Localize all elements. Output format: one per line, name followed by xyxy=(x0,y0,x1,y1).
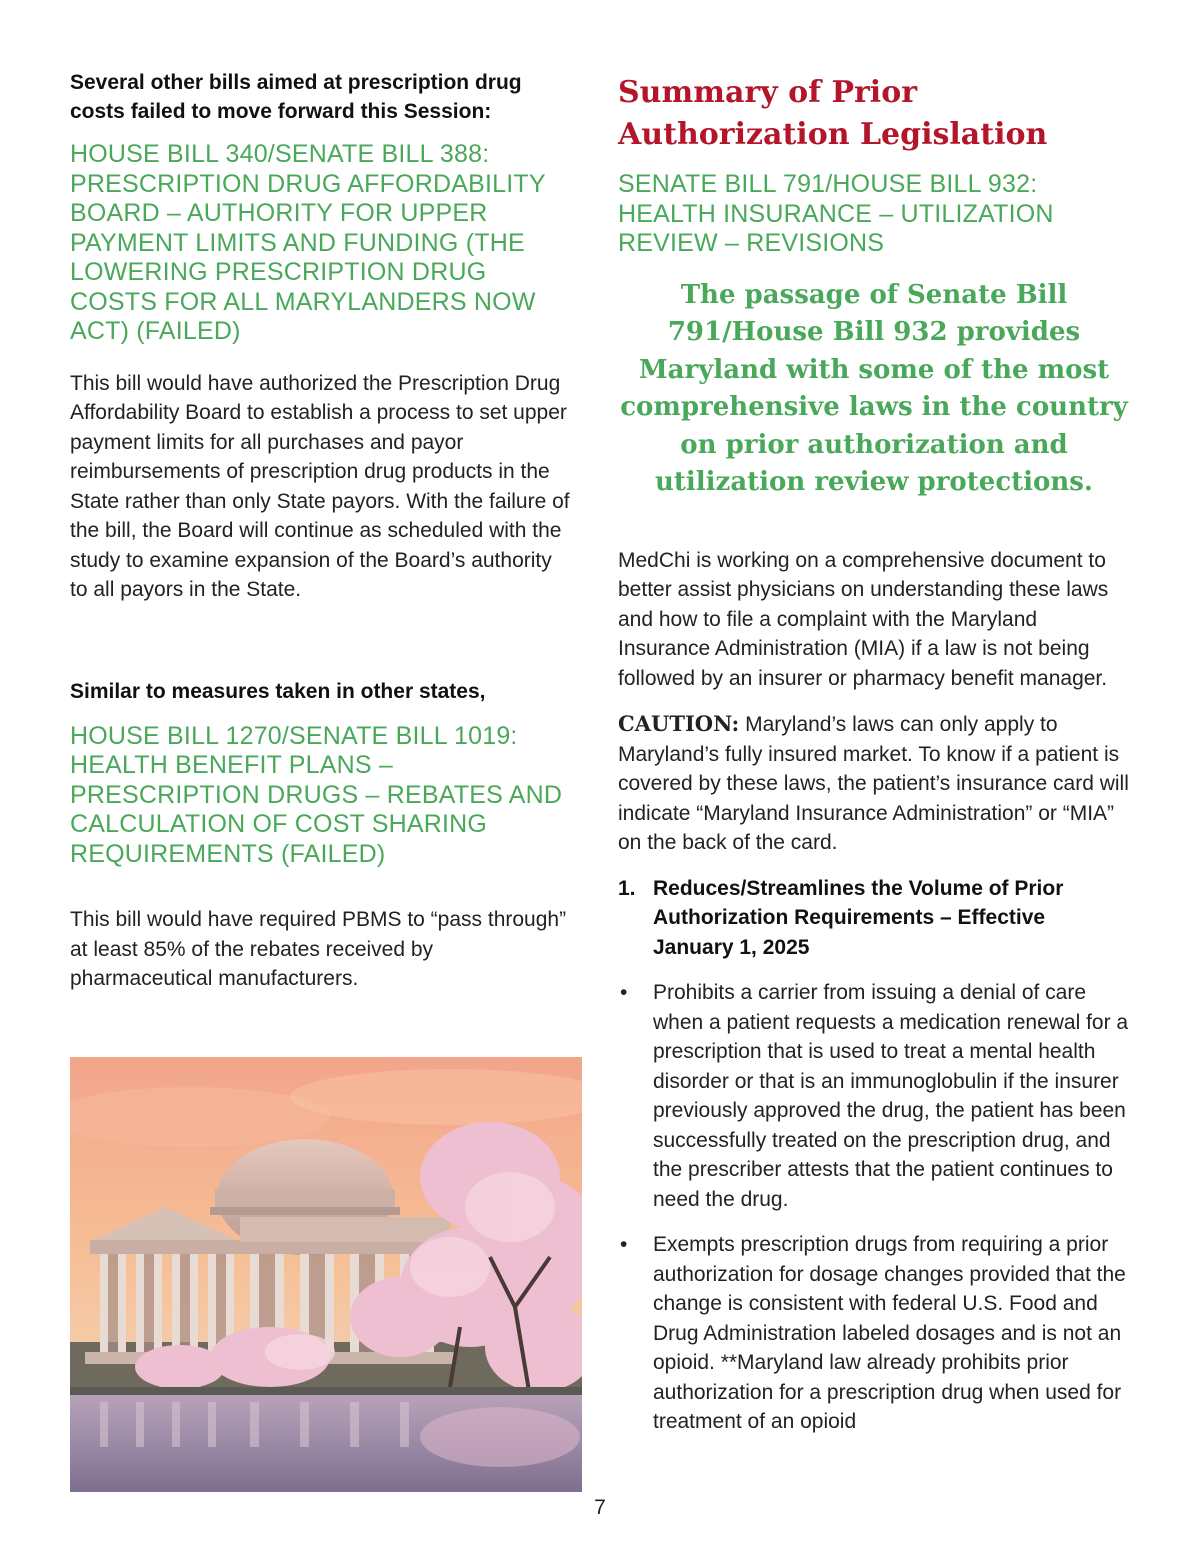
numbered-item-1 xyxy=(618,874,1130,963)
bill-340-description: This bill would have authorized the Prescription Drug Affordability Board to establish a process to set upper payment limits for all purchases and payor reimbursements of prescription drug products in the State rather than only State payors. With the failure of the bill, the Board will continue as scheduled with the study to examine expansion of the Board’s authority to all payors in the State. xyxy=(70,371,570,601)
similar-measures-intro: Similar to measures taken in other states, xyxy=(70,679,486,703)
item-heading: Reduces/Streamlines the Volume of Prior Authorization Requirements – Effective January 1, 2025 xyxy=(653,876,1064,959)
medchi-paragraph: MedChi is working on a comprehensive document to better assist physicians on understanding these laws and how to file a complaint with the Maryland Insurance Administration (MIA) if a law is not being followed by an insurer or pharmacy benefit manager. xyxy=(618,548,1109,690)
caution-label: CAUTION: xyxy=(618,711,740,736)
caution-text: Maryland’s laws can only apply to Maryland’s fully insured market. To know if a patient is covered by these laws, the patient’s insurance card will indicate “Maryland Insurance Administration” or “MIA” on the back of the card. xyxy=(618,713,1129,854)
bill-791-heading: SENATE BILL 791/HOUSE BILL 932: HEALTH INSURANCE – UTILIZATION REVIEW – REVISIONS xyxy=(618,170,1054,257)
list-item xyxy=(618,1230,1130,1437)
right-column xyxy=(618,72,1130,1437)
bill-1270-heading: HOUSE BILL 1270/SENATE BILL 1019: HEALTH BENEFIT PLANS – PRESCRIPTION DRUGS – REBATES AND CALCULATION OF COST SHARING REQUIREMENTS (FAILED) xyxy=(70,721,563,868)
bill-1270-description: This bill would have required PBMS to “pass through” at least 85% of the rebates received by pharmaceutical manufacturers. xyxy=(70,908,567,990)
caution-paragraph xyxy=(618,709,1130,858)
bullet-text: Prohibits a carrier from issuing a denial of care when a patient requests a medication renewal for a prescription that is used to treat a mental health disorder or that is an immunoglobulin if the insurer previously approved the drug, the patient has been successfully treated on the prescription drug, and the prescriber attests that the patient continues to need the drug. xyxy=(653,981,1129,1211)
left-column xyxy=(70,68,570,994)
list-item xyxy=(618,978,1130,1214)
pull-quote: The passage of Senate Bill 791/House Bill 932 provides Maryland with some of the most comprehensive laws in the country on prior authorization and utilization review protections. xyxy=(620,279,1128,497)
item-number: 1. xyxy=(618,876,636,900)
bullet-text: Exempts prescription drugs from requiring a prior authorization for dosage changes provided that the change is consistent with federal U.S. Food and Drug Administration labeled dosages and is not an opioid. **Maryland law already prohibits prior authorization for a prescription drug when used for treatment of an opioid xyxy=(653,1233,1126,1433)
bullet-icon: • xyxy=(620,981,628,1004)
bullet-icon: • xyxy=(620,1233,628,1256)
failed-bills-intro: Several other bills aimed at prescription drug costs failed to move forward this Session: xyxy=(70,71,522,123)
page-number: 7 xyxy=(594,1496,606,1519)
section-title: Summary of Prior Authorization Legislation xyxy=(618,75,1048,152)
bill-340-heading: HOUSE BILL 340/SENATE BILL 388: PRESCRIPTION DRUG AFFORDABILITY BOARD – AUTHORITY FOR UPPER PAYMENT LIMITS AND FUNDING (THE LOWERING PRESCRIPTION DRUG COSTS FOR ALL MARYLANDERS NOW ACT) (FAILED) xyxy=(70,140,546,345)
jefferson-memorial-photo xyxy=(70,1057,582,1492)
